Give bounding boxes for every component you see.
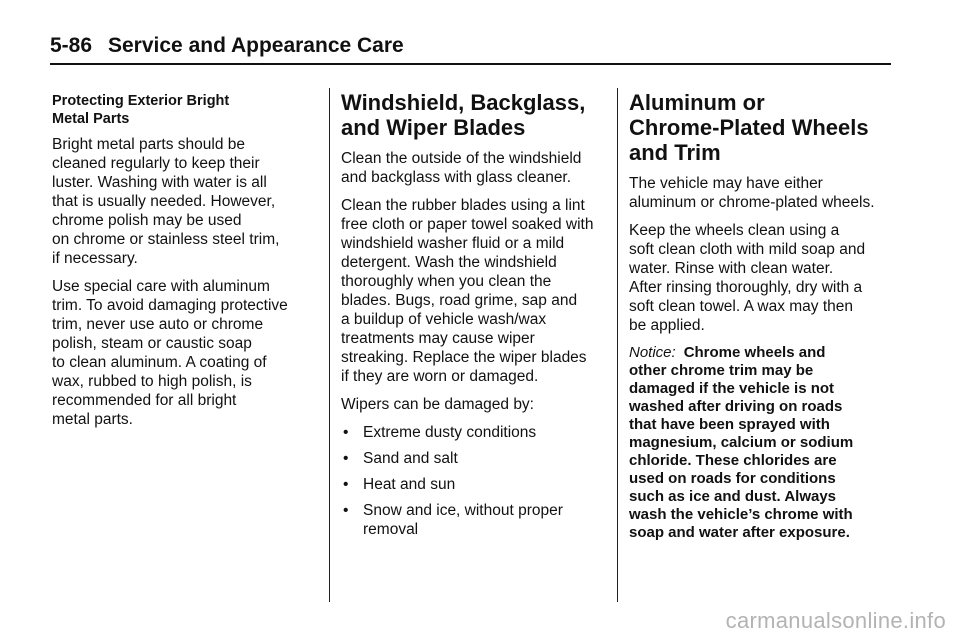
text-line: Sand and salt xyxy=(363,450,458,467)
paragraph-wheel-types xyxy=(629,174,889,212)
text-line: Extreme dusty conditions xyxy=(363,424,537,441)
text-line: free cloth or paper towel soaked with xyxy=(341,216,594,233)
text-line: Wipers can be damaged by: xyxy=(341,396,534,413)
text-line: Chrome wheels and xyxy=(683,344,826,361)
text-line: wax, rubbed to high polish, is xyxy=(52,373,252,390)
text-line: on chrome or stainless steel trim, xyxy=(52,231,280,248)
list-item xyxy=(341,475,609,494)
bullet-list xyxy=(341,423,609,539)
notice-block xyxy=(629,344,889,542)
text-line: metal parts. xyxy=(52,411,133,428)
text-line: recommended for all bright xyxy=(52,392,237,409)
list-item xyxy=(341,501,609,539)
header-rule xyxy=(50,63,891,65)
text-line: polish, steam or caustic soap xyxy=(52,335,252,352)
bullet-icon: • xyxy=(343,476,349,493)
text-line: aluminum or chrome-plated wheels. xyxy=(629,194,875,211)
text-line: thoroughly when you clean the xyxy=(341,273,552,290)
list-item xyxy=(341,449,609,468)
notice-label: Notice: xyxy=(629,344,676,361)
text-line: treatments may cause wiper xyxy=(341,330,535,347)
heading-line: Chrome-Plated Wheels xyxy=(629,115,869,140)
text-line: soft clean cloth with mild soap and xyxy=(629,241,866,258)
bullet-icon: • xyxy=(343,502,349,519)
watermark: carmanualsonline.info xyxy=(725,608,946,633)
column-divider-2 xyxy=(617,88,618,602)
text-line: wash the vehicle’s chrome with xyxy=(629,506,853,523)
subheading-protecting-exterior xyxy=(52,92,310,128)
subheading-line: Metal Parts xyxy=(52,111,130,127)
text-line: soft clean towel. A wax may then xyxy=(629,298,854,315)
text-line: Use special care with aluminum xyxy=(52,278,270,295)
section-title: Service and Appearance Care xyxy=(108,34,404,57)
page-number: 5-86 xyxy=(50,34,93,57)
column-1 xyxy=(52,90,310,438)
text-line: be applied. xyxy=(629,317,705,334)
text-line: Heat and sun xyxy=(363,476,456,493)
subheading-line: Protecting Exterior Bright xyxy=(52,93,230,109)
text-line: that is usually needed. However, xyxy=(52,193,276,210)
text-line: After rinsing thoroughly, dry with a xyxy=(629,279,863,296)
text-line: chrome polish may be used xyxy=(52,212,242,229)
text-line: cleaned regularly to keep their xyxy=(52,155,260,172)
column-3 xyxy=(629,90,889,542)
text-line: blades. Bugs, road grime, sap and xyxy=(341,292,578,309)
heading-line: and Trim xyxy=(629,140,721,165)
text-line: soap and water after exposure. xyxy=(629,524,850,541)
text-line: if necessary. xyxy=(52,250,138,267)
heading-windshield xyxy=(341,90,609,140)
text-line: Clean the outside of the windshield xyxy=(341,150,582,167)
paragraph-wipers-damaged xyxy=(341,395,609,414)
paragraph-aluminum-trim xyxy=(52,277,310,429)
text-line: that have been sprayed with xyxy=(629,416,830,433)
heading-line: and Wiper Blades xyxy=(341,115,526,140)
text-line: Clean the rubber blades using a lint xyxy=(341,197,585,214)
text-line: Keep the wheels clean using a xyxy=(629,222,840,239)
paragraph-keep-wheels-clean xyxy=(629,221,889,335)
text-line: trim, never use auto or chrome xyxy=(52,316,264,333)
text-line: chloride. These chlorides are xyxy=(629,452,837,469)
bullet-icon: • xyxy=(343,424,349,441)
text-line: Snow and ice, without proper xyxy=(363,502,563,519)
heading-aluminum-wheels xyxy=(629,90,889,165)
paragraph-bright-metal xyxy=(52,135,310,268)
text-line: streaking. Replace the wiper blades xyxy=(341,349,587,366)
text-line: washed after driving on roads xyxy=(629,398,843,415)
page-header xyxy=(50,34,890,64)
column-divider-1 xyxy=(329,88,330,602)
bullet-icon: • xyxy=(343,450,349,467)
text-line: other chrome trim may be xyxy=(629,362,814,379)
text-line: a buildup of vehicle wash/wax xyxy=(341,311,547,328)
text-line: detergent. Wash the windshield xyxy=(341,254,557,271)
text-line: trim. To avoid damaging protective xyxy=(52,297,288,314)
text-line: damaged if the vehicle is not xyxy=(629,380,835,397)
list-item xyxy=(341,423,609,442)
text-line: used on roads for conditions xyxy=(629,470,836,487)
text-line: such as ice and dust. Always xyxy=(629,488,837,505)
paragraph-clean-outside xyxy=(341,149,609,187)
text-line: if they are worn or damaged. xyxy=(341,368,539,385)
heading-line: Windshield, Backglass, xyxy=(341,90,586,115)
text-line: The vehicle may have either xyxy=(629,175,823,192)
text-line: Bright metal parts should be xyxy=(52,136,245,153)
text-line: windshield washer fluid or a mild xyxy=(341,235,565,252)
text-line: luster. Washing with water is all xyxy=(52,174,267,191)
text-line: magnesium, calcium or sodium xyxy=(629,434,854,451)
paragraph-rubber-blades xyxy=(341,196,609,386)
text-line: and backglass with glass cleaner. xyxy=(341,169,572,186)
text-line: water. Rinse with clean water. xyxy=(629,260,834,277)
text-line: removal xyxy=(363,521,419,538)
column-2 xyxy=(341,90,609,546)
text-line: to clean aluminum. A coating of xyxy=(52,354,267,371)
heading-line: Aluminum or xyxy=(629,90,765,115)
